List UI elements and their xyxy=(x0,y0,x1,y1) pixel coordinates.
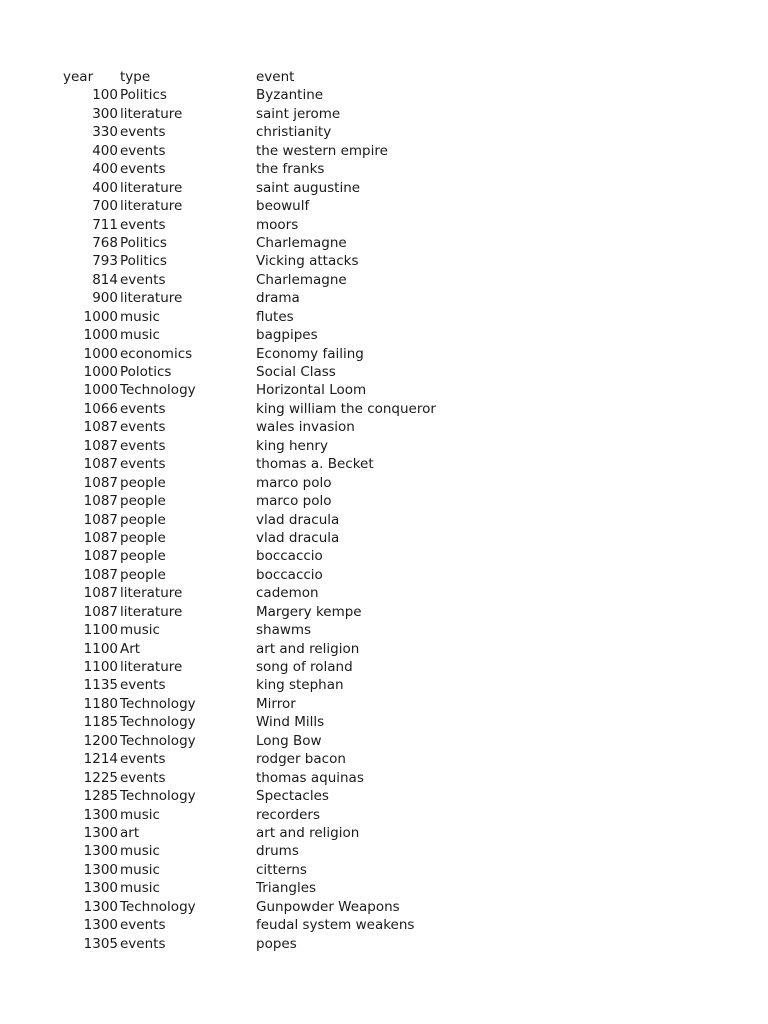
year-cell: 1100 xyxy=(83,659,118,675)
event-cell: rodger bacon xyxy=(256,751,346,768)
table-row xyxy=(0,824,768,842)
header-type: type xyxy=(120,69,151,85)
type-cell: people xyxy=(120,474,166,491)
event-cell: boccaccio xyxy=(256,566,323,583)
event-cell: Mirror xyxy=(256,695,296,712)
table-row xyxy=(0,492,768,510)
type-cell: events xyxy=(120,935,166,952)
table-row xyxy=(0,381,768,399)
year-cell: 1100 xyxy=(83,640,118,657)
event-cell: Byzantine xyxy=(256,87,324,104)
type-cell: music xyxy=(120,843,160,860)
event-cell: thomas aquinas xyxy=(256,769,364,786)
table-row xyxy=(0,750,768,768)
timeline-table xyxy=(0,68,768,953)
type-cell: events xyxy=(120,216,166,233)
type-cell: literature xyxy=(120,659,183,675)
year-cell: 100 xyxy=(92,87,118,104)
event-cell: Social Class xyxy=(256,364,336,380)
table-row xyxy=(0,179,768,197)
type-cell: Technology xyxy=(120,788,196,805)
type-cell: art xyxy=(120,824,140,841)
table-row xyxy=(0,935,768,953)
table-row xyxy=(0,234,768,252)
table-row xyxy=(0,437,768,455)
year-cell: 1300 xyxy=(83,880,118,897)
year-cell: 1087 xyxy=(83,529,118,546)
type-cell: music xyxy=(120,327,160,344)
table-row xyxy=(0,769,768,787)
event-cell: Wind Mills xyxy=(256,714,325,731)
year-cell: 900 xyxy=(92,290,118,307)
type-cell: Politics xyxy=(120,234,167,251)
event-cell: Horizontal Loom xyxy=(256,382,367,399)
year-cell: 400 xyxy=(92,142,118,159)
year-cell: 1100 xyxy=(83,622,118,639)
table-row xyxy=(0,289,768,307)
event-cell: feudal system weakens xyxy=(256,917,415,934)
event-cell: cademon xyxy=(256,585,319,602)
event-cell: vlad dracula xyxy=(256,511,340,528)
table-row xyxy=(0,326,768,344)
event-cell: citterns xyxy=(256,861,307,878)
table-row xyxy=(0,197,768,215)
year-cell: 1087 xyxy=(83,437,118,454)
event-cell: art and religion xyxy=(256,640,360,657)
event-cell: Long Bow xyxy=(256,732,322,749)
type-cell: Technology xyxy=(120,732,196,749)
event-cell: drums xyxy=(256,843,299,860)
table-row xyxy=(0,842,768,860)
table-row xyxy=(0,123,768,141)
year-cell: 1285 xyxy=(83,788,118,805)
event-cell: the western empire xyxy=(256,142,388,159)
header-event: event xyxy=(256,69,295,85)
table-row xyxy=(0,640,768,658)
table-row xyxy=(0,142,768,160)
year-cell: 1300 xyxy=(83,861,118,878)
event-cell: Charlemagne xyxy=(256,234,347,251)
table-row xyxy=(0,547,768,565)
event-cell: wales invasion xyxy=(256,419,355,436)
event-cell: the franks xyxy=(256,161,325,178)
table-row xyxy=(0,916,768,934)
type-cell: literature xyxy=(120,585,183,602)
type-cell: people xyxy=(120,511,166,528)
event-cell: thomas a. Becket xyxy=(256,456,374,473)
table-row xyxy=(0,418,768,436)
table-row xyxy=(0,713,768,731)
event-cell: bagpipes xyxy=(256,327,318,344)
year-cell: 1180 xyxy=(83,695,118,712)
event-cell: shawms xyxy=(256,622,312,639)
type-cell: music xyxy=(120,622,160,639)
table-row xyxy=(0,861,768,879)
event-cell: art and religion xyxy=(256,824,360,841)
table-row xyxy=(0,584,768,602)
year-cell: 1066 xyxy=(83,400,118,417)
type-cell: Politics xyxy=(120,253,167,270)
year-cell: 1000 xyxy=(83,327,118,344)
year-cell: 400 xyxy=(92,179,118,196)
table-row xyxy=(0,566,768,584)
type-cell: people xyxy=(120,529,166,546)
year-cell: 1000 xyxy=(83,345,118,362)
event-cell: Spectacles xyxy=(256,788,329,805)
table-row xyxy=(0,658,768,676)
year-cell: 1000 xyxy=(83,364,118,380)
type-cell: Technology xyxy=(120,695,196,712)
table-row xyxy=(0,603,768,621)
year-cell: 1225 xyxy=(83,769,118,786)
year-cell: 1087 xyxy=(83,474,118,491)
table-row xyxy=(0,474,768,492)
year-cell: 1087 xyxy=(83,419,118,436)
type-cell: events xyxy=(120,271,166,288)
table-row xyxy=(0,345,768,363)
table-row xyxy=(0,271,768,289)
event-cell: boccaccio xyxy=(256,548,323,565)
event-cell: vlad dracula xyxy=(256,529,340,546)
type-cell: events xyxy=(120,437,166,454)
type-cell: events xyxy=(120,400,166,417)
header-row xyxy=(0,68,768,86)
event-cell: recorders xyxy=(256,806,321,823)
year-cell: 1300 xyxy=(83,824,118,841)
event-cell: song of roland xyxy=(256,659,353,675)
table-row xyxy=(0,787,768,805)
year-cell: 330 xyxy=(92,124,118,141)
table-row xyxy=(0,898,768,916)
type-cell: Polotics xyxy=(120,364,172,380)
type-cell: events xyxy=(120,769,166,786)
table-row xyxy=(0,105,768,123)
event-cell: saint augustine xyxy=(256,179,361,196)
table-row xyxy=(0,732,768,750)
type-cell: Technology xyxy=(120,382,196,399)
type-cell: literature xyxy=(120,290,183,307)
type-cell: Technology xyxy=(120,898,196,915)
year-cell: 1000 xyxy=(83,382,118,399)
table-row xyxy=(0,252,768,270)
table-row xyxy=(0,363,768,381)
year-cell: 300 xyxy=(92,105,118,122)
event-cell: flutes xyxy=(256,308,294,325)
year-cell: 1305 xyxy=(83,935,118,952)
event-cell: marco polo xyxy=(256,474,332,491)
header-year: year xyxy=(63,69,94,85)
table-row xyxy=(0,86,768,104)
type-cell: Technology xyxy=(120,714,196,731)
event-cell: Vicking attacks xyxy=(256,253,359,270)
type-cell: literature xyxy=(120,179,183,196)
type-cell: events xyxy=(120,677,166,694)
table-row xyxy=(0,529,768,547)
event-cell: king william the conqueror xyxy=(256,400,436,417)
year-cell: 814 xyxy=(92,271,118,288)
type-cell: events xyxy=(120,456,166,473)
event-cell: beowulf xyxy=(256,198,310,215)
event-cell: saint jerome xyxy=(256,105,341,122)
event-cell: king stephan xyxy=(256,677,344,694)
type-cell: literature xyxy=(120,105,183,122)
event-cell: Triangles xyxy=(256,880,317,897)
year-cell: 1087 xyxy=(83,456,118,473)
event-cell: popes xyxy=(256,935,297,952)
type-cell: people xyxy=(120,493,166,510)
type-cell: music xyxy=(120,308,160,325)
year-cell: 1300 xyxy=(83,898,118,915)
event-cell: drama xyxy=(256,290,300,307)
event-cell: Economy failing xyxy=(256,345,364,362)
table-row xyxy=(0,695,768,713)
type-cell: events xyxy=(120,751,166,768)
type-cell: events xyxy=(120,161,166,178)
table-row xyxy=(0,160,768,178)
type-cell: music xyxy=(120,861,160,878)
year-cell: 1214 xyxy=(83,751,118,768)
type-cell: economics xyxy=(120,345,193,362)
type-cell: Art xyxy=(120,640,141,657)
year-cell: 1087 xyxy=(83,511,118,528)
year-cell: 1300 xyxy=(83,843,118,860)
table-body xyxy=(0,86,768,953)
year-cell: 768 xyxy=(92,234,118,251)
event-cell: Gunpowder Weapons xyxy=(256,898,400,915)
type-cell: people xyxy=(120,566,166,583)
event-cell: Margery kempe xyxy=(256,603,362,620)
table-row xyxy=(0,806,768,824)
year-cell: 1185 xyxy=(83,714,118,731)
type-cell: music xyxy=(120,880,160,897)
year-cell: 1087 xyxy=(83,548,118,565)
year-cell: 1300 xyxy=(83,917,118,934)
year-cell: 700 xyxy=(92,198,118,215)
type-cell: people xyxy=(120,548,166,565)
year-cell: 1135 xyxy=(83,677,118,694)
table-row xyxy=(0,308,768,326)
year-cell: 1200 xyxy=(83,732,118,749)
type-cell: events xyxy=(120,142,166,159)
table-row xyxy=(0,400,768,418)
type-cell: Politics xyxy=(120,87,167,104)
table-row xyxy=(0,455,768,473)
event-cell: marco polo xyxy=(256,493,332,510)
year-cell: 1087 xyxy=(83,493,118,510)
year-cell: 1300 xyxy=(83,806,118,823)
year-cell: 1000 xyxy=(83,308,118,325)
type-cell: events xyxy=(120,419,166,436)
table-row xyxy=(0,879,768,897)
event-cell: king henry xyxy=(256,437,328,454)
year-cell: 1087 xyxy=(83,603,118,620)
year-cell: 1087 xyxy=(83,585,118,602)
year-cell: 400 xyxy=(92,161,118,178)
type-cell: events xyxy=(120,917,166,934)
event-cell: christianity xyxy=(256,124,332,141)
table-row xyxy=(0,676,768,694)
year-cell: 793 xyxy=(92,253,118,270)
table-row xyxy=(0,216,768,234)
table-row xyxy=(0,511,768,529)
event-cell: Charlemagne xyxy=(256,271,347,288)
type-cell: literature xyxy=(120,603,183,620)
type-cell: events xyxy=(120,124,166,141)
type-cell: literature xyxy=(120,198,183,215)
table-row xyxy=(0,621,768,639)
event-cell: moors xyxy=(256,216,299,233)
year-cell: 1087 xyxy=(83,566,118,583)
year-cell: 711 xyxy=(92,216,118,233)
type-cell: music xyxy=(120,806,160,823)
